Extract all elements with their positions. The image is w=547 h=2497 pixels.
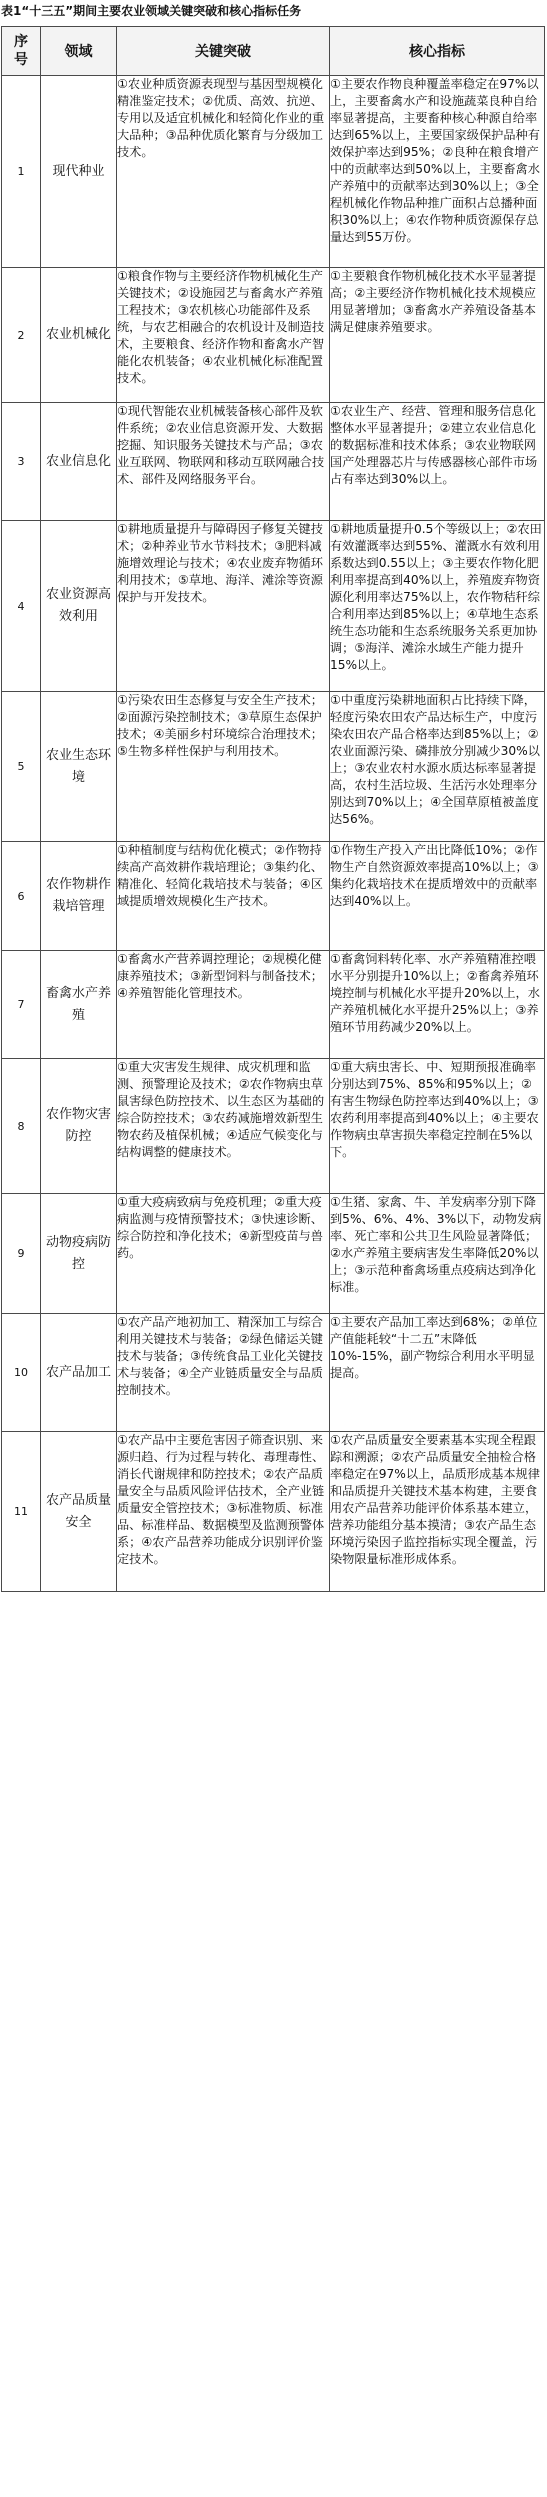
row-core-indicator: ①耕地质量提升0.5个等级以上；②农田有效灌溉率达到55%、灌溉水有效利用系数达到0.55以上；③主要农作物化肥利用率提高到40%以上，养殖废弃物资源化利用率达75%以上，农作物秸秆综合利用率达到85%以上；④草地生态系统生态功能和生态系统服务关系更加协调；⑤海洋、滩涂水域生产能力提升15%以上。 <box>330 521 545 692</box>
row-number: 5 <box>2 692 41 842</box>
row-core-indicator: ①作物生产投入产出比降低10%；②作物生产自然资源效率提高10%以上；③集约化栽培技术在提质增效中的贡献率达到40%以上。 <box>330 842 545 951</box>
row-field: 农业资源高效利用 <box>41 521 117 692</box>
row-core-indicator: ①农业生产、经营、管理和服务信息化整体水平显著提升；②建立农业信息化的数据标准和技术体系；③农业物联网国产处理器芯片与传感器核心部件市场占有率达到30%以上。 <box>330 403 545 521</box>
row-key-breakthrough: ①农产品产地初加工、精深加工与综合利用关键技术与装备；②绿色储运关键技术与装备；③传统食品工业化关键技术与装备；④全产业链质量安全与品质控制技术。 <box>117 1314 330 1432</box>
header-no: 序号 <box>2 27 41 76</box>
row-field: 农业信息化 <box>41 403 117 521</box>
row-key-breakthrough: ①耕地质量提升与障碍因子修复关键技术；②种养业节水节料技术；③肥料减施增效理论与技术；④农业废弃物循环利用技术；⑤草地、海洋、滩涂等资源保护与开发技术。 <box>117 521 330 692</box>
table-row <box>2 268 545 403</box>
table-row <box>2 403 545 521</box>
row-field: 农作物耕作栽培管理 <box>41 842 117 951</box>
row-key-breakthrough: ①现代智能农业机械装备核心部件及软件系统；②农业信息资源开发、大数据挖掘、知识服务关键技术与产品；③农业互联网、物联网和移动互联网融合技术、部件及网络服务平台。 <box>117 403 330 521</box>
row-field: 动物疫病防控 <box>41 1194 117 1314</box>
row-number: 2 <box>2 268 41 403</box>
row-core-indicator: ①农产品质量安全要素基本实现全程跟踪和溯源；②农产品质量安全抽检合格率稳定在97%以上，品质形成基本规律和品质提升关键技术基本构建，主要食用农产品营养功能评价体系基本建立，营养功能组分基本摸清；③农产品生态环境污染因子监控指标实现全覆盖，污染物限量标准形成体系。 <box>330 1432 545 1592</box>
row-core-indicator: ①中重度污染耕地面积占比持续下降，轻度污染农田农产品达标生产，中度污染农田农产品合格率达到85%以上；②农业面源污染、磷排放分别减少30%以上；③农业农村水源水质达标率显著提高，农村生活垃圾、生活污水处理率分别达到70%以上；④全国草原植被盖度达56%。 <box>330 692 545 842</box>
row-field: 农业生态环境 <box>41 692 117 842</box>
table-row <box>2 842 545 951</box>
row-key-breakthrough: ①畜禽水产营养调控理论；②规模化健康养殖技术；③新型饲料与制备技术；④养殖智能化管理技术。 <box>117 951 330 1059</box>
table-header-row <box>2 27 545 76</box>
row-field: 农作物灾害防控 <box>41 1059 117 1194</box>
table-caption: 表1“十三五”期间主要农业领域关键突破和核心指标任务 <box>1 4 302 18</box>
row-number: 3 <box>2 403 41 521</box>
header-tech: 关键突破 <box>117 27 330 76</box>
row-number: 6 <box>2 842 41 951</box>
table-row <box>2 951 545 1059</box>
table-row <box>2 1194 545 1314</box>
table-row <box>2 1432 545 1592</box>
row-key-breakthrough: ①污染农田生态修复与安全生产技术；②面源污染控制技术；③草原生态保护技术；④美丽乡村环境综合治理技术；⑤生物多样性保护与利用技术。 <box>117 692 330 842</box>
row-number: 9 <box>2 1194 41 1314</box>
header-field: 领域 <box>41 27 117 76</box>
row-core-indicator: ①生猪、家禽、牛、羊发病率分别下降到5%、6%、4%、3%以下，动物发病率、死亡率和公共卫生风险显著降低；②水产养殖主要病害发生率降低20%以上；③示范种畜禽场重点疫病达到净化标准。 <box>330 1194 545 1314</box>
row-number: 8 <box>2 1059 41 1194</box>
row-core-indicator: ①畜禽饲料转化率、水产养殖精准控喂水平分别提升10%以上；②畜禽养殖环境控制与机械化水平提升20%以上，水产养殖机械化水平提升25%以上；③养殖环节用药减少20%以上。 <box>330 951 545 1059</box>
row-number: 10 <box>2 1314 41 1432</box>
table-row <box>2 1059 545 1194</box>
row-key-breakthrough: ①农产品中主要危害因子筛查识别、来源归趋、行为过程与转化、毒理毒性、消长代谢规律和防控技术；②农产品质量安全与品质风险评估技术，全产业链质量安全管控技术；③标准物质、标准品、标准样品、数据模型及监测预警体系；④农产品营养功能成分识别评价鉴定技术。 <box>117 1432 330 1592</box>
row-key-breakthrough: ①农业种质资源表现型与基因型规模化精准鉴定技术；②优质、高效、抗逆、专用以及适宜机械化和轻简化作业的重大品种；③品种优质化繁育与分级加工技术。 <box>117 76 330 268</box>
table-row <box>2 76 545 268</box>
row-field: 畜禽水产养殖 <box>41 951 117 1059</box>
table-row <box>2 521 545 692</box>
row-number: 4 <box>2 521 41 692</box>
row-core-indicator: ①主要农作物良种覆盖率稳定在97%以上，主要畜禽水产和设施蔬菜良种自给率显著提高，主要畜种核心种源自给率达到65%以上，主要国家级保护品种有效保护率达到95%；②良种在粮食增产中的贡献率达到50%以上，主要畜禽水产养殖中的贡献率达到30%以上；③全程机械化作物品种推广面积占总播种面积30%以上；④农作物种质资源保存总量达到55万份。 <box>330 76 545 268</box>
header-indicator: 核心指标 <box>330 27 545 76</box>
row-field: 农业机械化 <box>41 268 117 403</box>
key-tasks-table <box>1 26 545 1592</box>
row-key-breakthrough: ①粮食作物与主要经济作物机械化生产关键技术；②设施园艺与畜禽水产养殖工程技术；③农机核心功能部件及系统，与农艺相融合的农机设计及制造技术，主要粮食、经济作物和畜禽水产智能化农机装备；④农业机械化标准配置技术。 <box>117 268 330 403</box>
row-key-breakthrough: ①重大灾害发生规律、成灾机理和监测、预警理论及技术；②农作物病虫草鼠害绿色防控技术、以生态区为基础的综合防控技术；③农药减施增效新型生物农药及植保机械；④适应气候变化与结构调整的健康技术。 <box>117 1059 330 1194</box>
row-number: 11 <box>2 1432 41 1592</box>
row-core-indicator: ①主要粮食作物机械化技术水平显著提高；②主要经济作物机械化技术规模应用显著增加；③畜禽水产养殖设备基本满足健康养殖要求。 <box>330 268 545 403</box>
row-field: 现代种业 <box>41 76 117 268</box>
table-row <box>2 692 545 842</box>
table-row <box>2 1314 545 1432</box>
row-field: 农产品加工 <box>41 1314 117 1432</box>
row-key-breakthrough: ①种植制度与结构优化模式；②作物持续高产高效耕作栽培理论；③集约化、精准化、轻简化栽培技术与装备；④区域提质增效规模化生产技术。 <box>117 842 330 951</box>
row-core-indicator: ①重大病虫害长、中、短期预报准确率分别达到75%、85%和95%以上；②有害生物绿色防控率达到40%以上；③农药利用率提高到40%以上；④主要农作物病虫草害损失率稳定控制在5%以下。 <box>330 1059 545 1194</box>
row-core-indicator: ①主要农产品加工率达到68%；②单位产值能耗较“十二五”末降低10%-15%，副产物综合利用水平明显提高。 <box>330 1314 545 1432</box>
row-field: 农产品质量安全 <box>41 1432 117 1592</box>
row-number: 1 <box>2 76 41 268</box>
row-number: 7 <box>2 951 41 1059</box>
row-key-breakthrough: ①重大疫病致病与免疫机理；②重大疫病监测与疫情预警技术；③快速诊断、综合防控和净化技术；④新型疫苗与兽药。 <box>117 1194 330 1314</box>
